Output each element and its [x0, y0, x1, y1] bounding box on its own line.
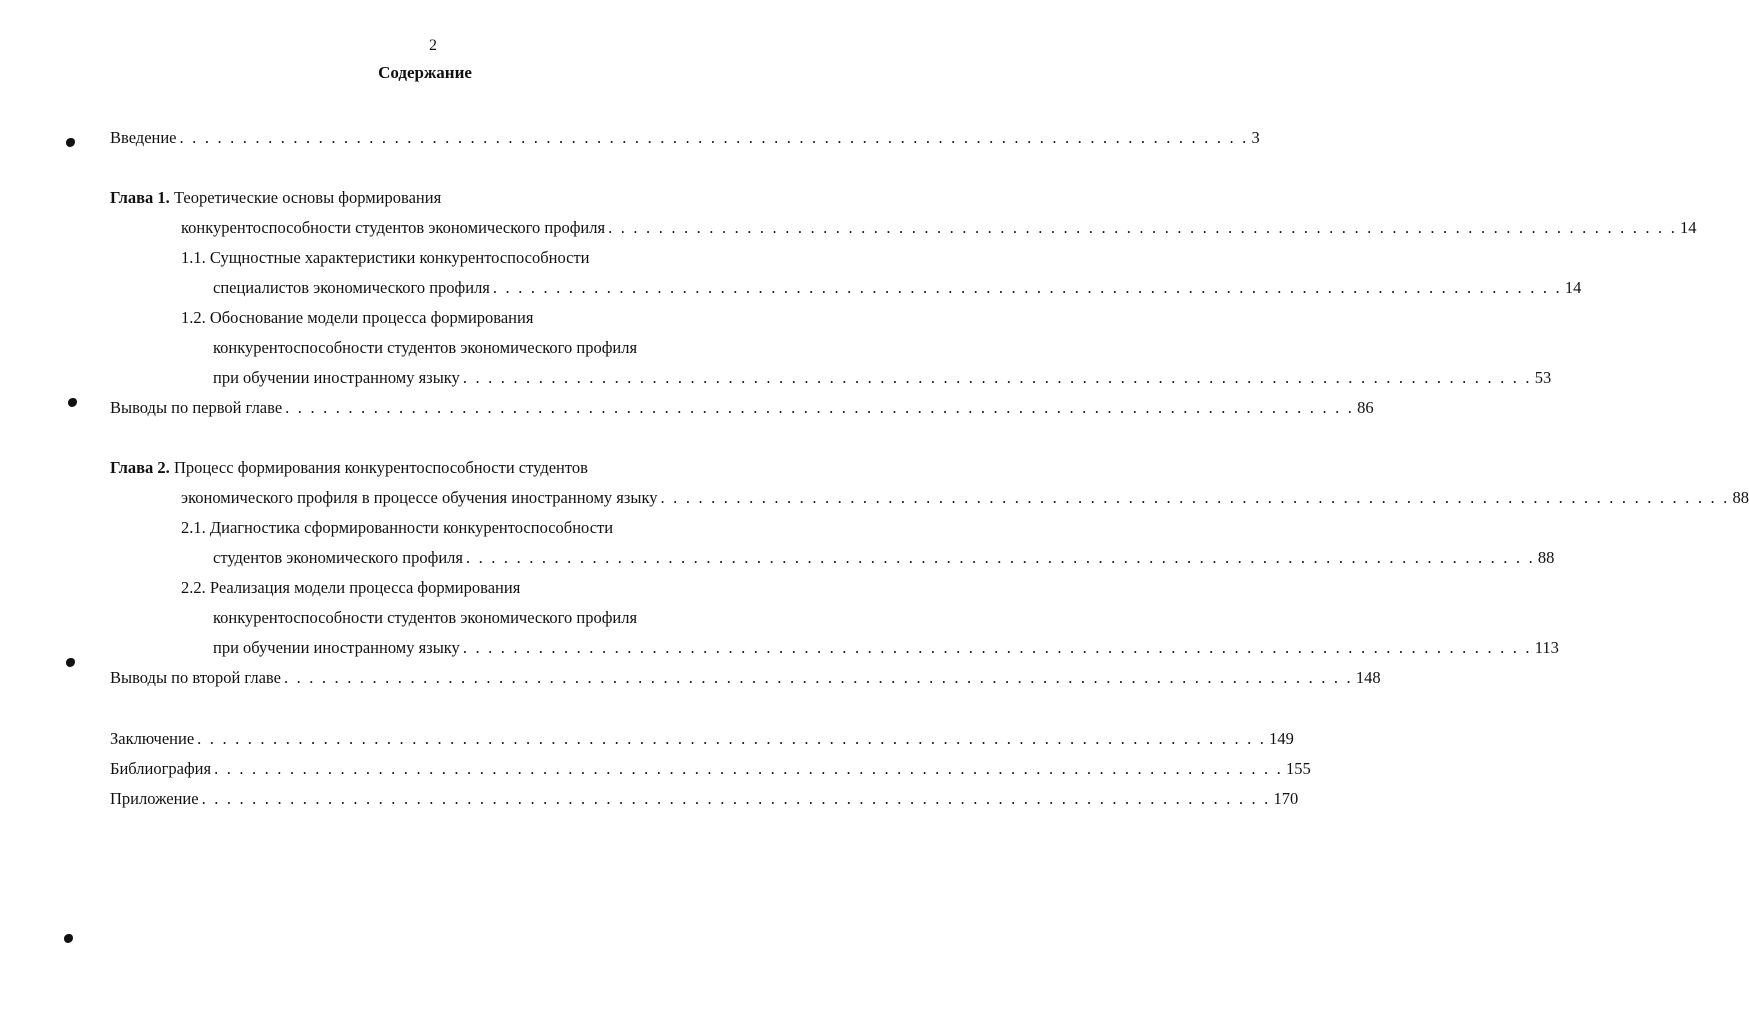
toc-chapter-2-conclusion[interactable]	[110, 668, 1381, 688]
toc-leader-dots: . . . . . . . . . . . . . . . . . . . . . . . . . . . . . . . . . . . . . . . . . . . . . . . . . . . . . . . . . . . . . . . . . . . . . . . . . . . . . . . . . . . . .	[462, 368, 1532, 387]
toc-entry-intro[interactable]	[110, 128, 1260, 148]
chapter-title-line: Процесс формирования конкурентоспособности студентов	[173, 458, 588, 477]
toc-page-number: 155	[1286, 759, 1311, 778]
section-title-line: Сущностные характеристики конкурентоспособности	[209, 248, 590, 267]
chapter-title-line: Теоретические основы формирования	[173, 188, 442, 207]
toc-page-number: 14	[1564, 278, 1582, 297]
toc-page-number: 3	[1251, 128, 1260, 147]
toc-entry-text: Введение	[110, 128, 177, 147]
page-number: 2	[429, 37, 437, 54]
binding-mark	[66, 138, 75, 147]
toc-leader-dots: . . . . . . . . . . . . . . . . . . . . . . . . . . . . . . . . . . . . . . . . . . . . . . . . . . . . . . . . . . . . . . . . . . . . . . . . . . . . . . . . . . . . .	[462, 638, 1532, 657]
toc-section-1-1[interactable]	[213, 278, 1582, 298]
toc-chapter-2-title[interactable]	[181, 488, 1749, 508]
toc-entry-text: при обучении иностранному языку	[213, 368, 460, 387]
toc-entry-bibliography[interactable]	[110, 759, 1311, 779]
section-number: 2.2.	[181, 578, 206, 597]
section-title-line: конкурентоспособности студентов экономического профиля	[213, 338, 638, 357]
toc-section-2-1[interactable]	[213, 548, 1555, 568]
toc-entry-text: Выводы по первой главе	[110, 398, 283, 417]
section-number: 1.2.	[181, 308, 206, 327]
toc-leader-dots: . . . . . . . . . . . . . . . . . . . . . . . . . . . . . . . . . . . . . . . . . . . . . . . . . . . . . . . . . . . . . . . . . . . . . . . . . . . . . . . . . . . . .	[179, 128, 1249, 147]
toc-leader-dots: . . . . . . . . . . . . . . . . . . . . . . . . . . . . . . . . . . . . . . . . . . . . . . . . . . . . . . . . . . . . . . . . . . . . . . . . . . . . . . . . . . . . .	[465, 548, 1535, 567]
section-title-line: Диагностика сформированности конкурентоспособности	[209, 518, 614, 537]
chapter-label: Глава 1.	[110, 188, 170, 207]
toc-leader-dots: . . . . . . . . . . . . . . . . . . . . . . . . . . . . . . . . . . . . . . . . . . . . . . . . . . . . . . . . . . . . . . . . . . . . . . . . . . . . . . . . . . . . .	[197, 729, 1267, 748]
toc-section-2-2-heading[interactable]	[181, 578, 520, 598]
toc-section-1-2[interactable]	[213, 368, 1552, 388]
toc-section-1-2-heading[interactable]	[181, 308, 533, 328]
toc-page-number: 88	[1732, 488, 1749, 507]
section-number: 2.1.	[181, 518, 206, 537]
toc-section-2-1-heading[interactable]	[181, 518, 613, 538]
toc-page-number: 149	[1269, 729, 1294, 748]
toc-entry-text: Заключение	[110, 729, 195, 748]
toc-page-number: 170	[1273, 789, 1299, 808]
section-number: 1.1.	[181, 248, 206, 267]
binding-mark	[64, 934, 73, 943]
toc-page-number: 86	[1357, 398, 1374, 417]
toc-chapter-1-title[interactable]	[181, 218, 1697, 238]
toc-page-number: 88	[1537, 548, 1555, 567]
section-title-line: Обоснование модели процесса формирования	[209, 308, 534, 327]
toc-leader-dots: . . . . . . . . . . . . . . . . . . . . . . . . . . . . . . . . . . . . . . . . . . . . . . . . . . . . . . . . . . . . . . . . . . . . . . . . . . . . . . . . . . . . .	[608, 218, 1678, 237]
toc-chapter-1-heading[interactable]	[110, 188, 441, 208]
toc-entry-text: студентов экономического профиля	[213, 548, 463, 567]
toc-leader-dots: . . . . . . . . . . . . . . . . . . . . . . . . . . . . . . . . . . . . . . . . . . . . . . . . . . . . . . . . . . . . . . . . . . . . . . . . . . . . . . . . . . . . .	[660, 488, 1730, 507]
toc-leader-dots: . . . . . . . . . . . . . . . . . . . . . . . . . . . . . . . . . . . . . . . . . . . . . . . . . . . . . . . . . . . . . . . . . . . . . . . . . . . . . . . . . . . . .	[285, 398, 1355, 417]
toc-entry-appendix[interactable]	[110, 789, 1299, 809]
toc-leader-dots: . . . . . . . . . . . . . . . . . . . . . . . . . . . . . . . . . . . . . . . . . . . . . . . . . . . . . . . . . . . . . . . . . . . . . . . . . . . . . . . . . . . . .	[214, 759, 1283, 778]
toc-page-number: 113	[1534, 638, 1559, 657]
toc-leader-dots: . . . . . . . . . . . . . . . . . . . . . . . . . . . . . . . . . . . . . . . . . . . . . . . . . . . . . . . . . . . . . . . . . . . . . . . . . . . . . . . . . . . . .	[283, 668, 1353, 687]
toc-section-1-1-heading[interactable]	[181, 248, 589, 268]
toc-leader-dots: . . . . . . . . . . . . . . . . . . . . . . . . . . . . . . . . . . . . . . . . . . . . . . . . . . . . . . . . . . . . . . . . . . . . . . . . . . . . . . . . . . . . .	[201, 789, 1271, 808]
toc-page-number: 53	[1534, 368, 1552, 387]
toc-page-number: 14	[1680, 218, 1697, 237]
toc-section-2-2[interactable]	[213, 638, 1559, 658]
toc-entry-text: конкурентоспособности студентов экономического профиля	[181, 218, 606, 237]
toc-entry-text: Библиография	[110, 759, 212, 778]
binding-mark	[66, 658, 75, 667]
toc-leader-dots: . . . . . . . . . . . . . . . . . . . . . . . . . . . . . . . . . . . . . . . . . . . . . . . . . . . . . . . . . . . . . . . . . . . . . . . . . . . . . . . . . . . . .	[492, 278, 1562, 297]
toc-entry-conclusion[interactable]	[110, 729, 1294, 749]
toc-entry-text: специалистов экономического профиля	[213, 278, 490, 297]
toc-chapter-1-conclusion[interactable]	[110, 398, 1374, 418]
toc-entry-text: Выводы по второй главе	[110, 668, 281, 687]
section-title-line: Реализация модели процесса формирования	[209, 578, 521, 597]
binding-mark	[68, 398, 77, 407]
section-title-line: конкурентоспособности студентов экономического профиля	[213, 608, 638, 627]
toc-chapter-2-heading[interactable]	[110, 458, 588, 478]
chapter-label: Глава 2.	[110, 458, 170, 477]
page-title: Содержание	[378, 63, 472, 82]
toc-entry-text: Приложение	[110, 789, 199, 808]
toc-page-number: 148	[1355, 668, 1381, 687]
toc-entry-text: экономического профиля в процессе обучения иностранному языку	[181, 488, 658, 507]
toc-entry-text: при обучении иностранному языку	[213, 638, 460, 657]
